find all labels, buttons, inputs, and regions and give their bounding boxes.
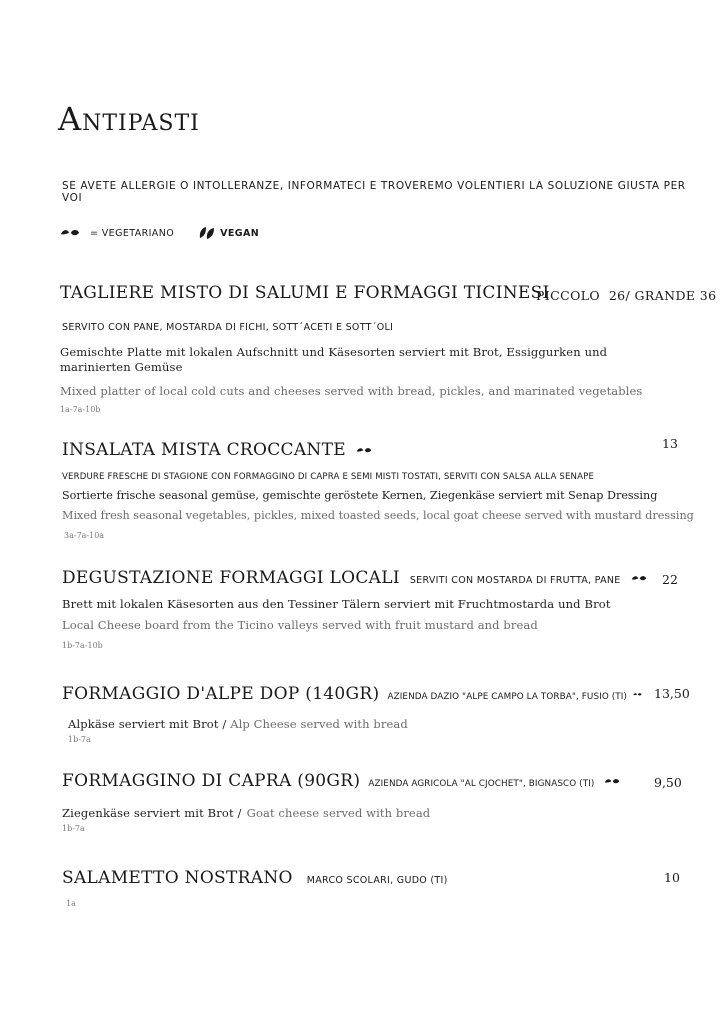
price-degustazione: 22	[662, 572, 678, 587]
allergens-tagliere: 1a-7a-10b	[60, 405, 101, 414]
inline-sub-formaggio-alpe: AZIENDA DAZIO "ALPE CAMPO LA TORBA", FUSIO (TI)	[387, 692, 628, 702]
inline-sub-formaggino-capra: AZIENDA AGRICOLA "AL CJOCHET", BIGNASCO (TI)	[368, 779, 595, 789]
vegetarian-leaf-icon	[631, 574, 647, 583]
inline-sub-salametto: MARCO SCOLARI, GUDO (TI)	[306, 875, 448, 886]
dish-name-salametto: SALAMETTO NOSTRANO	[62, 868, 293, 888]
dish-row-formaggino-capra	[62, 771, 647, 791]
desc-en-formaggino-capra: Goat cheese served with bread	[246, 806, 431, 820]
dish-name-insalata: INSALATA MISTA CROCCANTE	[62, 440, 346, 460]
dish-row-formaggio-alpe	[62, 684, 642, 704]
allergens-formaggino-capra: 1b-7a	[62, 824, 85, 833]
desc-en-degustazione: Local Cheese board from the Ticino valleys served with fruit mustard and bread	[62, 618, 538, 632]
allergens-degustazione: 1b-7a-10b	[62, 641, 103, 650]
page-title: Antipasti	[58, 100, 200, 138]
legend-vegan-label: VEGAN	[220, 227, 260, 239]
vegetarian-leaf-icon	[604, 777, 620, 786]
price-tagliere: PICCOLO 26/ GRANDE 36	[536, 288, 717, 303]
vegetarian-leaf-icon	[356, 446, 372, 455]
desc-en-insalata: Mixed fresh seasonal vegetables, pickles, mixed toasted seeds, local goat cheese served with mustard dressing	[62, 509, 694, 522]
desc-de-formaggio-alpe: Alpkäse serviert mit Brot /	[68, 717, 227, 731]
subtitle-tagliere: SERVITO CON PANE, MOSTARDA DI FICHI, SOTT´ACETI E SOTT´OLI	[62, 322, 394, 333]
price-formaggio-alpe: 13,50	[654, 686, 690, 701]
desc-en-formaggio-alpe: Alp Cheese served with bread	[226, 717, 408, 731]
subtitle-insalata: VERDURE FRESCHE DI STAGIONE CON FORMAGGINO DI CAPRA E SEMI MISTI TOSTATI, SERVITI CON SALSA ALLA SENAPE	[62, 472, 595, 482]
price-insalata: 13	[662, 436, 678, 451]
diet-legend	[60, 226, 259, 240]
vegetarian-leaf-icon	[633, 690, 642, 699]
desc-row-formaggino-capra	[62, 802, 430, 821]
desc-de-tagliere: Gemischte Platte mit lokalen Aufschnitt und Käsesorten serviert mit Brot, Essiggurken und marinierten Gemüse	[60, 345, 608, 374]
inline-sub-degustazione: SERVITI CON MOSTARDA DI FRUTTA, PANE	[409, 575, 621, 586]
dish-name-degustazione: DEGUSTAZIONE FORMAGGI LOCALI	[62, 568, 400, 588]
allergens-insalata: 3a-7a-10a	[64, 531, 105, 540]
dish-name-formaggio-alpe: FORMAGGIO D'ALPE DOP (140GR)	[62, 684, 380, 704]
dish-name-tagliere: TAGLIERE MISTO DI SALUMI E FORMAGGI TICINESI	[60, 283, 550, 303]
dish-row-degustazione	[62, 568, 647, 588]
desc-en-tagliere: Mixed platter of local cold cuts and cheeses served with bread, pickles, and marinated vegetables	[60, 384, 643, 398]
legend-vegetarian-label: = VEGETARIANO	[90, 227, 175, 239]
vegetarian-leaf-icon	[60, 228, 80, 238]
desc-de-degustazione: Brett mit lokalen Käsesorten aus den Tessiner Tälern serviert mit Fruchtmostarda und Brot	[62, 597, 611, 611]
allergens-salametto: 1a	[66, 899, 76, 908]
desc-de-insalata: Sortierte frische seasonal gemüse, gemischte geröstete Kernen, Ziegenkäse serviert mit Senap Dressing	[62, 489, 658, 502]
dish-name-formaggino-capra: FORMAGGINO DI CAPRA (90GR)	[62, 771, 361, 791]
dish-row-salametto	[62, 868, 448, 888]
desc-row-formaggio-alpe	[68, 713, 408, 732]
dish-row-insalata	[62, 440, 372, 460]
allergy-note: SE AVETE ALLERGIE O INTOLLERANZE, INFORMATECI E TROVEREMO VOLENTIERI LA SOLUZIONE GIUSTA PER VOI	[62, 180, 686, 204]
price-salametto: 10	[664, 870, 680, 885]
vegan-leaf-icon	[198, 226, 216, 240]
price-formaggino-capra: 9,50	[654, 775, 682, 790]
desc-de-formaggino-capra: Ziegenkäse serviert mit Brot /	[62, 806, 242, 820]
allergens-formaggio-alpe: 1b-7a	[68, 735, 91, 744]
